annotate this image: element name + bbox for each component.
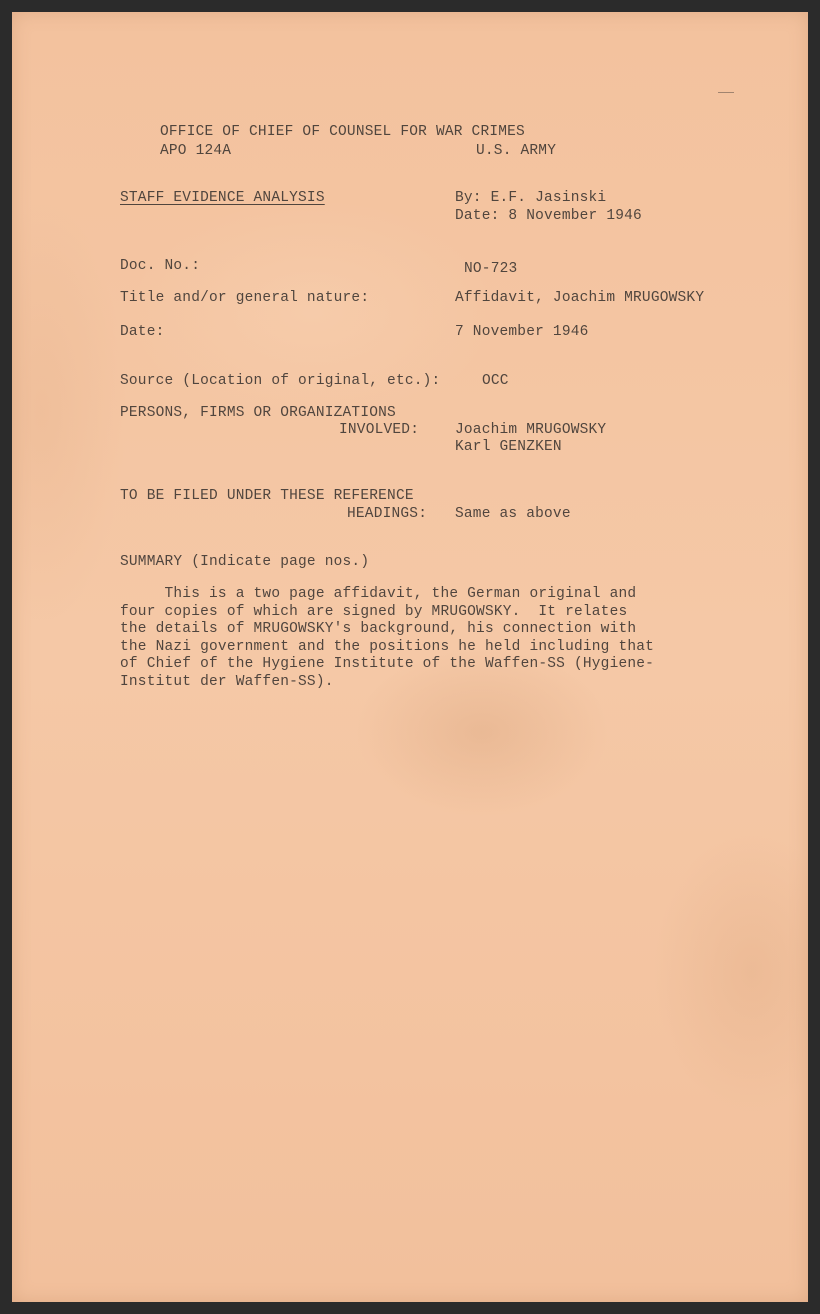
title-label: Title and/or general nature:: [120, 290, 370, 306]
summary-text: [120, 586, 654, 691]
filed-value: Same as above: [455, 506, 571, 522]
filed-headings-label: HEADINGS:: [347, 506, 428, 522]
source-value: OCC: [482, 373, 509, 389]
apo-number: APO 124A: [160, 143, 232, 159]
person-mrugowsky: Joachim MRUGOWSKY: [455, 422, 607, 438]
army-label: U.S. ARMY: [476, 143, 557, 159]
filed-label: TO BE FILED UNDER THESE REFERENCE: [120, 488, 414, 504]
source-label: Source (Location of original, etc.):: [120, 373, 441, 389]
analysis-heading: STAFF EVIDENCE ANALYSIS: [120, 190, 325, 206]
corner-mark: [718, 92, 734, 93]
date-label: Date:: [120, 324, 165, 340]
title-value: Affidavit, Joachim MRUGOWSKY: [455, 290, 705, 306]
summary-line: four copies of which are signed by MRUGOWSKY. It relates: [120, 603, 628, 620]
summary-line: the details of MRUGOWSKY's background, his connection with: [120, 621, 637, 637]
analyst-name: By: E.F. Jasinski: [455, 190, 607, 206]
date-value: 7 November 1946: [455, 324, 589, 340]
doc-no-value: NO-723: [464, 261, 518, 277]
persons-label: PERSONS, FIRMS OR ORGANIZATIONS: [120, 405, 396, 421]
summary-line: This is a two page affidavit, the German original and: [120, 586, 637, 602]
person-genzken: Karl GENZKEN: [455, 439, 562, 455]
summary-line: Institut der Waffen-SS).: [120, 673, 334, 690]
doc-no-label: Doc. No.:: [120, 258, 201, 274]
persons-involved-label: INVOLVED:: [339, 422, 420, 438]
summary-line: of Chief of the Hygiene Institute of the Waffen-SS (Hygiene-: [120, 656, 655, 672]
summary-line: the Nazi government and the positions he held including that: [120, 638, 655, 655]
summary-label: SUMMARY (Indicate page nos.): [120, 554, 370, 570]
analysis-date: Date: 8 November 1946: [455, 208, 642, 224]
office-title: OFFICE OF CHIEF OF COUNSEL FOR WAR CRIMES: [160, 124, 525, 140]
